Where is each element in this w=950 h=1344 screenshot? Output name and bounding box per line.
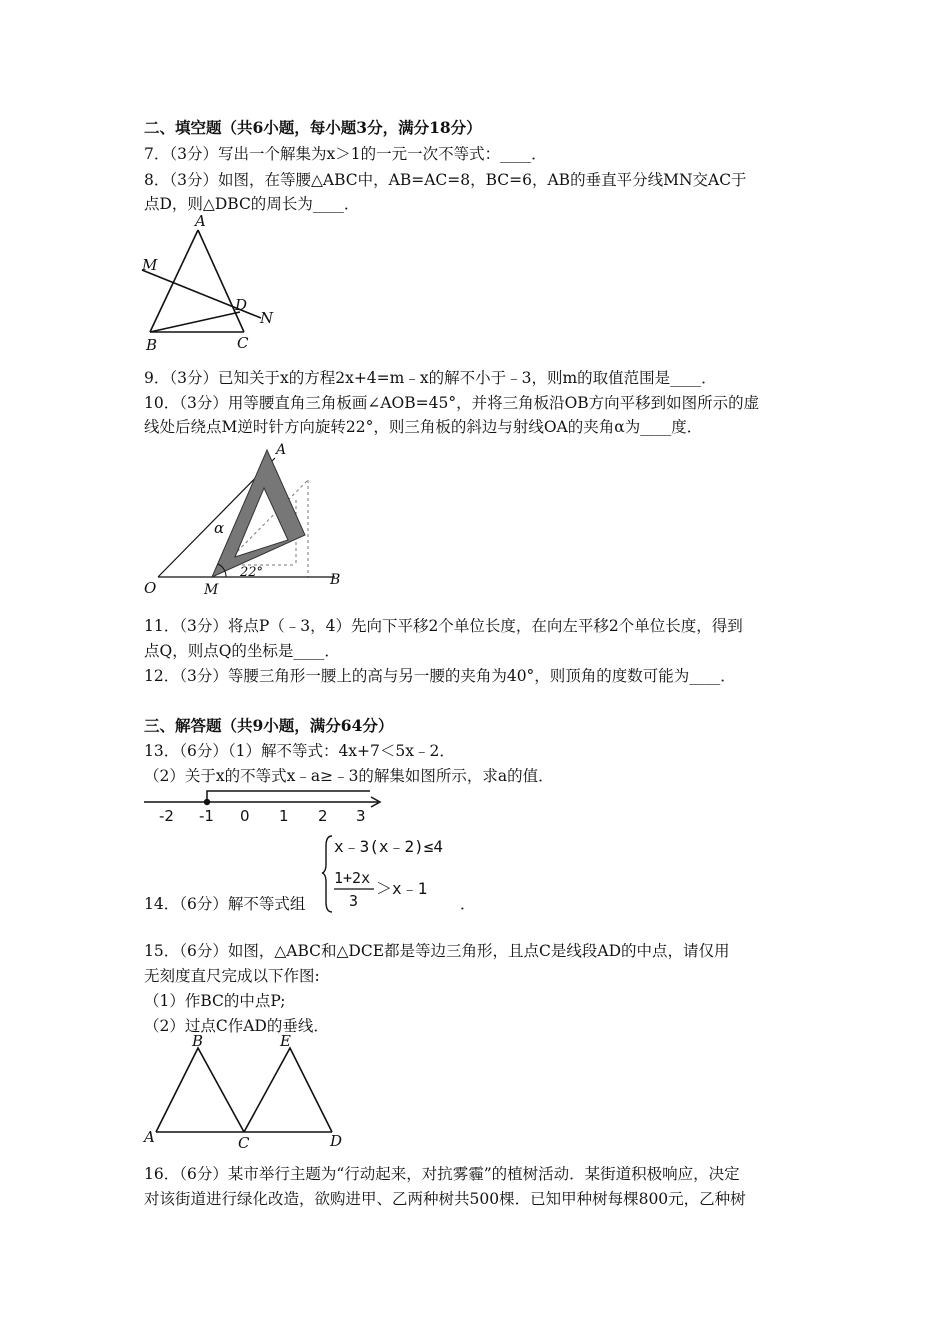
- label-c: C: [238, 1134, 250, 1152]
- question-16-line-1: 16．（6分）某市举行主题为“行动起来，对抗雾霾”的植树活动．某街道积极响应，决定: [144, 1165, 740, 1183]
- figure-q8-triangle: [138, 210, 288, 355]
- label-n: N: [260, 309, 274, 327]
- label-a: A: [276, 442, 287, 458]
- question-13-line-2: （2）关于x的不等式x﹣a≥﹣3的解集如图所示，求a的值．: [144, 767, 554, 785]
- figure-q10-set-square: [140, 440, 350, 600]
- rotated-set-square: [212, 450, 305, 577]
- triangle-abc: [156, 1048, 244, 1132]
- label-e: E: [280, 1032, 291, 1050]
- question-11-line-1: 11．（3分）将点P（﹣3，4）先向下平移2个单位长度，在向左平移2个单位长度，得到: [144, 617, 743, 635]
- closed-endpoint: [204, 799, 210, 805]
- triangle-dce: [244, 1048, 332, 1132]
- segment-ab: [150, 230, 198, 332]
- section-3-title: 三、解答题（共9小题，满分64分）: [144, 716, 394, 735]
- solution-ray: [207, 791, 370, 802]
- inequality-2-denominator: 3: [349, 892, 359, 910]
- label-a: A: [144, 1128, 155, 1146]
- question-15-line-2: 无刻度直尺完成以下作图:: [144, 967, 320, 985]
- tick-label: -1: [199, 807, 214, 825]
- tick-label: -2: [159, 807, 174, 825]
- question-15-line-1: 15．（6分）如图，△ABC和△DCE都是等边三角形，且点C是线段AD的中点，请仅用: [144, 942, 730, 960]
- question-7: 7．（3分）写出一个解集为x＞1的一元一次不等式：____．: [144, 145, 547, 163]
- question-9: 9．（3分）已知关于x的方程2x+4=m﹣x的解不小于﹣3，则m的取值范围是____．: [144, 369, 717, 387]
- inequality-2-rest: ＞x﹣1: [376, 879, 428, 898]
- figure-q15-equilateral-triangles: [140, 1032, 350, 1152]
- tick-label: 0: [240, 807, 250, 825]
- question-10-line-2: 线处后绕点M逆时针方向旋转22°，则三角板的斜边与射线OA的夹角α为____度．: [144, 418, 703, 436]
- label-a: A: [195, 212, 206, 230]
- section-2-title: 二、填空题（共6小题，每小题3分，满分18分）: [144, 118, 482, 137]
- question-13-line-1: 13．（6分）（1）解不等式：4x+7＜5x﹣2．: [144, 742, 455, 760]
- label-b: B: [192, 1032, 204, 1050]
- inequality-system: [322, 832, 472, 914]
- label-c: C: [237, 334, 249, 352]
- label-o: O: [144, 579, 157, 597]
- question-14-prefix: 14．（6分）解不等式组: [144, 895, 306, 913]
- label-22-degrees: 22°: [240, 565, 264, 580]
- label-b: B: [146, 336, 158, 354]
- label-d: D: [235, 296, 248, 314]
- label-m: M: [204, 582, 219, 598]
- question-11-line-2: 点Q，则点Q的坐标是____．: [144, 642, 340, 660]
- label-m: M: [142, 256, 158, 274]
- label-d: D: [330, 1132, 343, 1150]
- tick-label: 2: [318, 807, 328, 825]
- question-15-line-4: （2）过点C作AD的垂线．: [144, 1017, 329, 1035]
- label-b: B: [330, 572, 341, 588]
- segment-bd: [150, 312, 240, 332]
- inequality-2-numerator: 1+2x: [334, 869, 371, 887]
- figure-q13-number-line: [140, 788, 390, 826]
- tick-label: 1: [279, 807, 289, 825]
- label-alpha: α: [214, 519, 225, 537]
- brace-icon: [322, 836, 332, 912]
- question-8-line-1: 8．（3分）如图，在等腰△ABC中，AB=AC=8，BC=6，AB的垂直平分线MN交AC于: [144, 171, 747, 189]
- question-15-line-3: （1）作BC的中点P;: [144, 992, 286, 1010]
- question-8-line-2: 点D，则△DBC的周长为____．: [144, 195, 360, 213]
- tick-label: 3: [356, 807, 366, 825]
- inequality-1: x﹣3(x﹣2)≤4: [334, 837, 444, 856]
- question-12: 12．（3分）等腰三角形一腰上的高与另一腰的夹角为40°，则顶角的度数可能为____．: [144, 667, 736, 685]
- question-16-line-2: 对该街道进行绿化改造，欲购进甲、乙两种树共500棵．已知甲种树每棵800元，乙种树: [144, 1190, 746, 1208]
- question-10-line-1: 10．（3分）用等腰直角三角板画∠AOB=45°，并将三角板沿OB方向平移到如图所示的虚: [144, 394, 760, 412]
- question-14-suffix: ．: [460, 895, 476, 913]
